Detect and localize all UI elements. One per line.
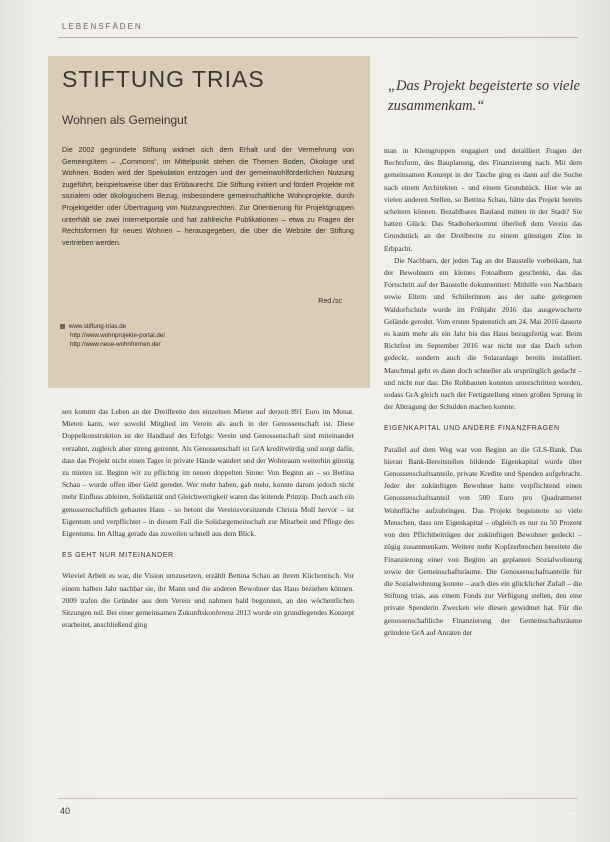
- header-divider: [58, 37, 578, 38]
- info-box-title: STIFTUNG TRIAS: [62, 66, 265, 92]
- link-item[interactable]: http://www.wohnprojekte-portal.de/: [70, 332, 165, 339]
- subheading: EIGENKAPITAL UND ANDERE FINANZFRAGEN: [384, 425, 560, 433]
- info-box-subtitle: Wohnen als Gemeingut: [62, 113, 188, 127]
- paragraph: Wieviel Arbeit es war, die Vision umzusetzen, erzählt Bettina Schau an ihrem Küchentisch. Vor einem halben Jahr nachbar sie, ihr Mann und die anderen Bewohner das Haus beziehen können. 2009 trafen die Gründer aus dem Verein und nahmen bald begonnen, an den wöchentlichen Sitzungen teil. Bei einer gemeinsamen Zukunftskonferenz 2013 wurde ein grundlegendes Konzept erarbeitet, anschließend ging: [62, 571, 354, 630]
- footer-divider: [58, 798, 578, 799]
- paragraph: sen kommt das Leben an der Dreilbreite den einzelnen Mieter auf derzeit 891 Euro im Monat. Mieten kann, wer sowohl Mitglied im Verein als auch in der Genossenschaft ist. Diese Doppelkonstruktion ist der Handlauf des Erfolgs: Verein und Genossenschaft sind miteinander verzahnt, zugleich aber streng getrennt. Als Genossenschaft ist GrA kreditwürdig und sorgt dafür, dass das Projekt nicht einen Tages in private Hände wandert und der Wohnraum weiterhin günstig zu mieten ist. Beginn wir zu pflichtig im neuen doppelten Sinne: Von Beginn an – so Bettina Schau – wurde offen über Geld geredet. Wer mehr haben, gab mehr, konnte darum jedoch nicht mehr Einfluss ableiten. Solidarität und Gleichwertigkeit waren das leitende Prinzip. Doch auch ein genossenschaftlich gebautes Haus – so betont die Vereinsvorsitzende Christa Moll hervor – ist Eigentum und verpflichtet – in diesem Fall die Solidargemeinschaft zur Mitarbeit und Pflege des Eigentums. Im Alltag gerade das zuweilen schnell aus dem Blick.: [62, 407, 354, 539]
- link-item[interactable]: www.stiftung-trias.de: [60, 322, 260, 331]
- info-box-links: [60, 322, 260, 349]
- link-item[interactable]: http://www.neue-wohnformen.de/: [70, 341, 161, 348]
- paragraph: Die Nachbarn, der jeden Tag an der Baustelle vorbeikam, hat der Bewohnern ein kleines Fotoalbum geschenkt, das das Fortschritt auf der Baustelle dokumentiert: Mithilfe von Nachbarn sowie Eltern und Schülerinnen aus der nahe gelegenen Waldorfschule wurde im Frühjahr 2016 das ausgewucherte Gelände gerodet. Vom ersten Spatenstich am 24. Mai 2016 dauerte es kaum mehr als ein Jahr bis das Haus bezugsfertig war. Beim Richtfest im September 2016 war nicht nur das Dach schon gedeckt, sondern auch die Solaranlage bereits installiert. Manchmal geht es dann doch schneller als ursprünglich gedacht – und nicht nur das: Die Rohbauten konnten unterschritten werden, sodass GrA gleich nach der Fertigstellung einen großen Sprung in der Abtragung der Schulden machen konnte.: [384, 255, 582, 412]
- right-column: [384, 145, 582, 639]
- info-box-author: Red./sc: [318, 298, 342, 305]
- square-bullet-icon: [60, 324, 65, 329]
- pull-quote: „Das Projekt begeisterte so viele zusammenkam.“: [388, 78, 580, 114]
- left-column: [62, 406, 354, 631]
- paragraph: Parallel auf dem Weg war von Beginn an die GLS-Bank. Das hieran Bank-Bereitstellen bildende Eigenkapital wurde über Genossenschaftsanteile, private Kredite und Spenden aufgebracht. Jeder der zukünftigen Bewohner hatte verpflichtend einen Genossenschaftsanteil von 500 Euro pro Quadratmeter Wohnfläche aufzubringen. Das Projekt begeisterte so viele Menschen, dass um Eigenkapital – obgleich es nur zu 50 Prozent von den Pflichtbeiträgen der zukünftigen Bewohner gedeckt – zügig zusammenkam. Weitere mehr Kopfzerbrechen bereitete die Finanzierung einer von Beginn an geplanten Sozialwohnung sowie der Gemeinschaftsräume. Die Genossenschaftsanteile für die Sozialwohnung konnte – auch dies ein glücklicher Zufall – die Stiftung trias, aus einem Fonds zur Verfügung stellen, den eine private Spenderin Zwecken wie diesen gewidmet hat. Für die genossenschaftliche Finanzierung der Gemeinschaftsräume gründete GrA auf Anraten der: [384, 444, 582, 637]
- footer-running-text: ···: [567, 808, 574, 814]
- subheading: ES GEHT NUR MITEINANDER: [62, 552, 174, 560]
- page-number: 40: [60, 806, 71, 816]
- info-box-body: Die 2002 gegründete Stiftung widmet sich dem Erhalt und der Vermehrung von Gemeingütern – „Commons“, im Mittelpunkt stehen die Themen Boden, Ökologie und Wohnen. Boden wird der Spekulation entzogen und der gemeinwohlförderlichen Nutzung zugeführt, beispielsweise über das Erbbaurecht. Die Stiftung initiiert und fördert Projekte mit sozialem oder ökologischem Bezug, insbesondere gemeinschaftliche Wohnprojekte, durch Projektgelder oder Übertragung von Nutzungsrechten. Zur Orientierung für Projektgruppen unterhält sie zwei Internetportale und hat zahlreiche Publikationen – etwa zu Fragen der Rechtsformen für neues Wohnen – herausgegeben, die über die Website der Stiftung vertrieben werden.: [62, 146, 354, 247]
- section-label: LEBENSFÄDEN: [62, 22, 143, 31]
- paragraph: man in Kleingruppen engagiert und detailliert Fragen der Rechtsform, des Bauplanung, des Finanzierung nach. Mit dem gemeinsamen Konzept in der Tasche ging es dann auf die Suche nach einem Architekten – und einem Grundstück. Hier wie an vielen anderen Stellen, so Bettina Schau, hätte das Projekt bereits scheitern können. Bezahlbares Bauland mitten in der Stadt? Sie hatten Glück: Das Stadtoberkommt überließ dem Verein das Grundstück an der Dreilbreite zu einem günstigen Zins in Erbpacht.: [384, 146, 582, 253]
